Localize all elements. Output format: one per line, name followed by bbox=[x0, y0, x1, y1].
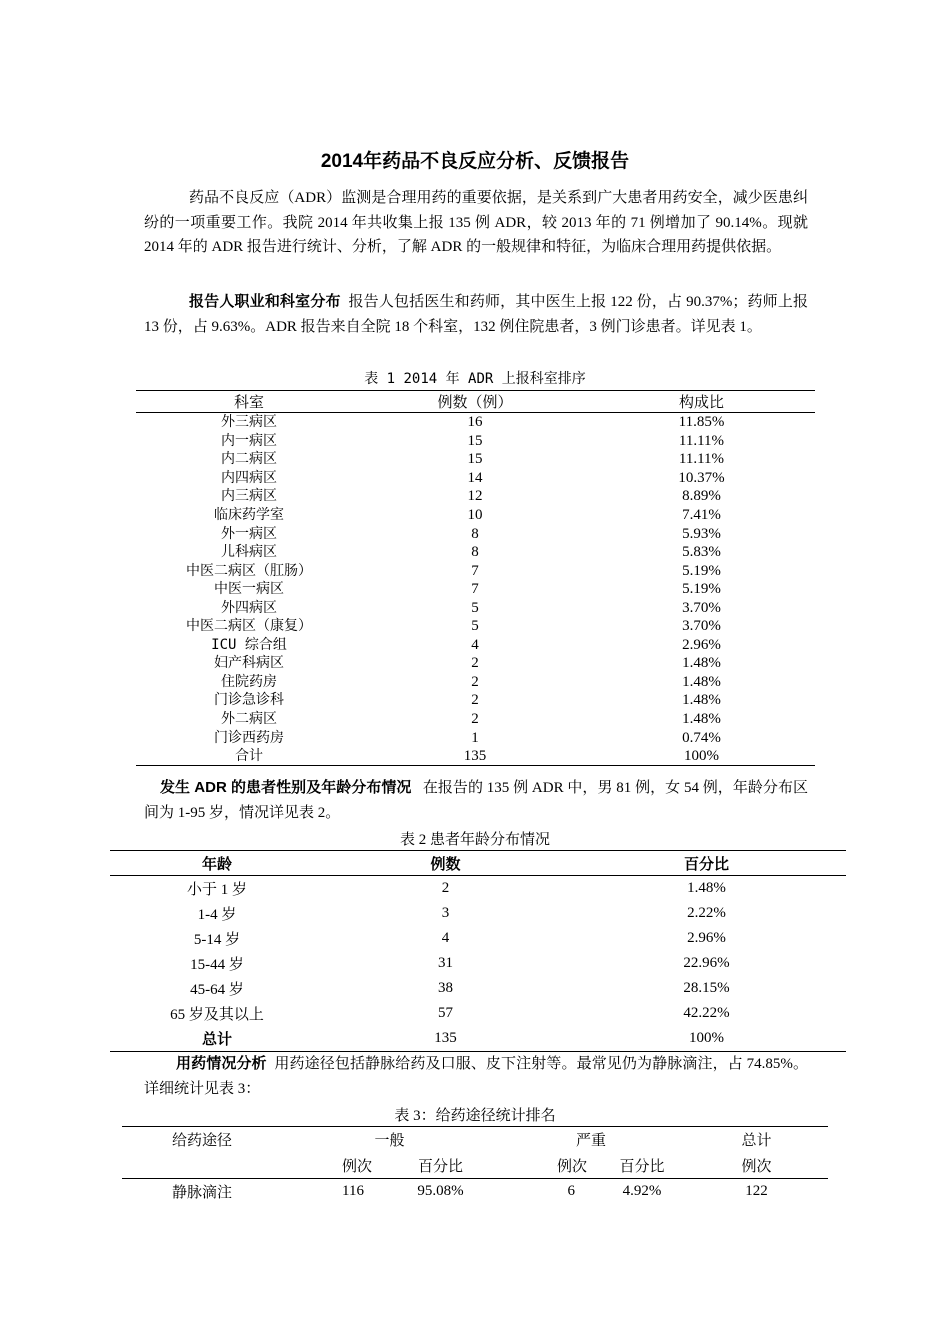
table-cell: 静脉滴注 bbox=[171, 1185, 232, 1202]
table-cell: 12 bbox=[467, 488, 483, 505]
table-cell: 28.15% bbox=[683, 980, 730, 996]
table-row bbox=[110, 1001, 846, 1026]
table-cell: 2 bbox=[471, 673, 479, 690]
table-cell: 7 bbox=[471, 562, 479, 579]
table-cell: 8 bbox=[471, 525, 479, 542]
table2-caption: 表 2 患者年龄分布情况 bbox=[399, 832, 550, 848]
table-cell: 22.96% bbox=[683, 955, 730, 971]
table-cell: 妇产科病区 bbox=[214, 655, 284, 672]
table-cell: 2.22% bbox=[687, 905, 726, 921]
table-header-row bbox=[110, 851, 846, 876]
column-header: 科室 bbox=[136, 391, 362, 413]
table-cell: 10.37% bbox=[678, 469, 725, 486]
table-row bbox=[136, 598, 815, 617]
table-row bbox=[136, 580, 815, 599]
table-cell: 5.83% bbox=[682, 544, 721, 561]
table-cell: 1.48% bbox=[682, 711, 721, 728]
table-row bbox=[136, 747, 815, 766]
section-age-heading: 发生 ADR 的患者性别及年龄分布情况 bbox=[160, 779, 412, 796]
column-header: 例次 bbox=[282, 1153, 384, 1179]
column-header: 百分比 bbox=[384, 1153, 497, 1179]
table-cell: 1 bbox=[471, 729, 479, 746]
column-header: 例次 bbox=[685, 1153, 828, 1179]
column-header: 年龄 bbox=[110, 851, 324, 876]
table-cell: 住院药房 bbox=[221, 673, 277, 690]
table-cell: 8 bbox=[471, 544, 479, 561]
table-cell: 1.48% bbox=[687, 880, 726, 896]
table-cell: 45-64 岁 bbox=[190, 982, 244, 998]
table-cell: 5 bbox=[471, 599, 479, 616]
column-header: 例数（例） bbox=[362, 391, 588, 413]
table-cell: 0.74% bbox=[682, 729, 721, 746]
intro-paragraph: 药品不良反应（ADR）监测是合理用药的重要依据，是关系到广大患者用药安全，减少医患纠纷的一项重要工作。我院 2014 年共收集上报 135 例 ADR，较 2013 年的 71 例增加了 90.14%。现就 2014 年的 ADR 报告进行统计、分析，了解 ADR 的一般规律和特征，为临床合理用药提供依据。 bbox=[144, 190, 808, 255]
table-sub-header-row bbox=[122, 1153, 828, 1179]
table-cell: 总计 bbox=[201, 1031, 232, 1048]
table-cell: 57 bbox=[438, 1005, 453, 1021]
column-header: 百分比 bbox=[567, 851, 846, 876]
table-cell: 2 bbox=[441, 880, 450, 896]
table-cell: 5-14 岁 bbox=[193, 932, 241, 948]
table-cell: 门诊急诊科 bbox=[214, 692, 284, 709]
table-row bbox=[136, 691, 815, 710]
table-cell: 1.48% bbox=[682, 692, 721, 709]
table-cell: 3.70% bbox=[682, 618, 721, 635]
table-cell: 外二病区 bbox=[221, 711, 277, 728]
table-row bbox=[136, 673, 815, 692]
table-cell: 2 bbox=[471, 655, 479, 672]
table-cell: 门诊西药房 bbox=[214, 729, 284, 746]
section-reporter-heading: 报告人职业和科室分布 bbox=[189, 293, 341, 310]
column-header: 严重 bbox=[575, 1133, 606, 1150]
department-table bbox=[136, 390, 815, 766]
table1-caption: 表 1 2014 年 ADR 上报科室排序 bbox=[364, 371, 586, 387]
table-group-header-row bbox=[122, 1127, 828, 1153]
table-cell: 内一病区 bbox=[221, 432, 277, 449]
column-header: 例次 bbox=[497, 1153, 599, 1179]
table-row bbox=[136, 636, 815, 655]
table-cell: 1.48% bbox=[682, 673, 721, 690]
empty-cell bbox=[122, 1153, 282, 1179]
table-cell: 7 bbox=[471, 581, 479, 598]
table-cell: 116 bbox=[342, 1183, 364, 1200]
table-row bbox=[110, 901, 846, 926]
table-cell: 8.89% bbox=[682, 488, 721, 505]
table-cell: 100% bbox=[684, 748, 719, 765]
table-cell: 中医二病区（肛肠） bbox=[186, 562, 312, 579]
section-medication-heading: 用药情况分析 bbox=[176, 1055, 267, 1072]
table-cell: 122 bbox=[745, 1183, 768, 1200]
table-row bbox=[136, 654, 815, 673]
table-cell: 5.19% bbox=[682, 562, 721, 579]
table-cell: 1.48% bbox=[682, 655, 721, 672]
column-header: 百分比 bbox=[599, 1153, 685, 1179]
table-cell: 小于 1 岁 bbox=[186, 882, 247, 898]
table-cell: 11.11% bbox=[678, 432, 725, 449]
table-cell: 38 bbox=[438, 980, 453, 996]
table-cell: 内三病区 bbox=[221, 488, 277, 505]
table-row bbox=[136, 413, 815, 432]
section-age-text: 在报告的 135 例 ADR 中，男 81 例，女 54 例，年龄分布区间为 1-95 岁，情况详见表 2。 bbox=[144, 780, 809, 821]
table-cell: 10 bbox=[467, 507, 483, 523]
table-cell: 16 bbox=[467, 414, 483, 431]
table-row bbox=[136, 506, 815, 525]
table-row bbox=[110, 951, 846, 976]
table-cell: 儿科病区 bbox=[221, 544, 277, 561]
table-row bbox=[122, 1179, 828, 1205]
table-cell: 14 bbox=[467, 469, 483, 486]
age-distribution-table bbox=[110, 850, 846, 1052]
table-row bbox=[136, 524, 815, 543]
table-cell: 15-44 岁 bbox=[190, 957, 244, 973]
table-row bbox=[110, 976, 846, 1001]
table-row bbox=[136, 617, 815, 636]
section-age-paragraph bbox=[144, 776, 808, 825]
table-cell: 2.96% bbox=[687, 930, 726, 946]
table-cell: 6 bbox=[567, 1183, 575, 1200]
table-cell: 3 bbox=[441, 905, 450, 921]
column-header: 构成比 bbox=[588, 391, 815, 413]
section-medication-text: 用药途径包括静脉给药及口服、皮下注射等。最常见仍为静脉滴注，占 74.85%。详细统计见表 3： bbox=[144, 1056, 808, 1097]
table-cell: 100% bbox=[689, 1030, 724, 1046]
table-cell: 2.96% bbox=[682, 636, 721, 653]
table-cell: 临床药学室 bbox=[214, 507, 284, 523]
table3-caption: 表 3：给药途径统计排名 bbox=[394, 1108, 556, 1124]
table-cell: 42.22% bbox=[683, 1005, 730, 1021]
table-cell: 95.08% bbox=[417, 1183, 464, 1200]
column-header: 一般 bbox=[374, 1133, 405, 1150]
table-cell: 65 岁及其以上 bbox=[170, 1007, 264, 1023]
table-cell: 1-4 岁 bbox=[197, 907, 237, 923]
table-cell: 11.11% bbox=[678, 451, 725, 468]
table-row bbox=[136, 543, 815, 562]
table-cell: 中医一病区 bbox=[214, 581, 284, 598]
table-cell: 4 bbox=[471, 636, 479, 653]
table-cell: 外四病区 bbox=[221, 599, 277, 616]
section-reporter-text: 报告人包括医生和药师，其中医生上报 122 份，占 90.37%；药师上报 13 份，占 9.63%。ADR 报告来自全院 18 个科室，132 例住院患者，3 例门诊患者。详见表 1。 bbox=[144, 294, 809, 335]
column-header: 总计 bbox=[741, 1133, 772, 1150]
table-row bbox=[136, 561, 815, 580]
document-title: 2014年药品不良反应分析、反馈报告 bbox=[320, 151, 630, 172]
table-cell: 4 bbox=[441, 930, 450, 946]
section-medication-paragraph bbox=[144, 1052, 808, 1101]
table-row bbox=[110, 876, 846, 902]
table-cell: 5 bbox=[471, 618, 479, 635]
table-header-row bbox=[136, 391, 815, 413]
table-cell: 15 bbox=[467, 432, 483, 449]
table-row bbox=[110, 926, 846, 951]
table-row bbox=[136, 450, 815, 469]
table-cell: 2 bbox=[471, 692, 479, 709]
table-cell: 135 bbox=[434, 1030, 457, 1046]
route-table bbox=[122, 1126, 828, 1205]
table-cell: 11.85% bbox=[678, 414, 725, 431]
table-cell: 外三病区 bbox=[221, 414, 277, 431]
table-row bbox=[136, 469, 815, 488]
table-cell: 合计 bbox=[235, 748, 263, 765]
table-cell: 内四病区 bbox=[221, 469, 277, 486]
table-cell: 5.93% bbox=[682, 525, 721, 542]
column-header: 给药途径 bbox=[171, 1133, 232, 1150]
section-reporter-paragraph bbox=[144, 290, 808, 339]
table-cell: ICU 综合组 bbox=[211, 636, 287, 653]
table-row bbox=[136, 710, 815, 729]
table-cell: 7.41% bbox=[682, 507, 721, 523]
table-cell: 31 bbox=[438, 955, 453, 971]
table-row bbox=[136, 728, 815, 747]
table-cell: 内二病区 bbox=[221, 451, 277, 468]
table-cell: 2 bbox=[471, 711, 479, 728]
table-cell: 4.92% bbox=[622, 1183, 662, 1200]
table-cell: 135 bbox=[463, 748, 487, 765]
table-cell: 中医二病区（康复） bbox=[186, 618, 312, 635]
table-cell: 5.19% bbox=[682, 581, 721, 598]
table-row bbox=[136, 432, 815, 451]
table-row bbox=[110, 1026, 846, 1052]
table-row bbox=[136, 487, 815, 506]
table-cell: 15 bbox=[467, 451, 483, 468]
column-header: 例数 bbox=[324, 851, 567, 876]
table-cell: 外一病区 bbox=[221, 525, 277, 542]
table-cell: 3.70% bbox=[682, 599, 721, 616]
